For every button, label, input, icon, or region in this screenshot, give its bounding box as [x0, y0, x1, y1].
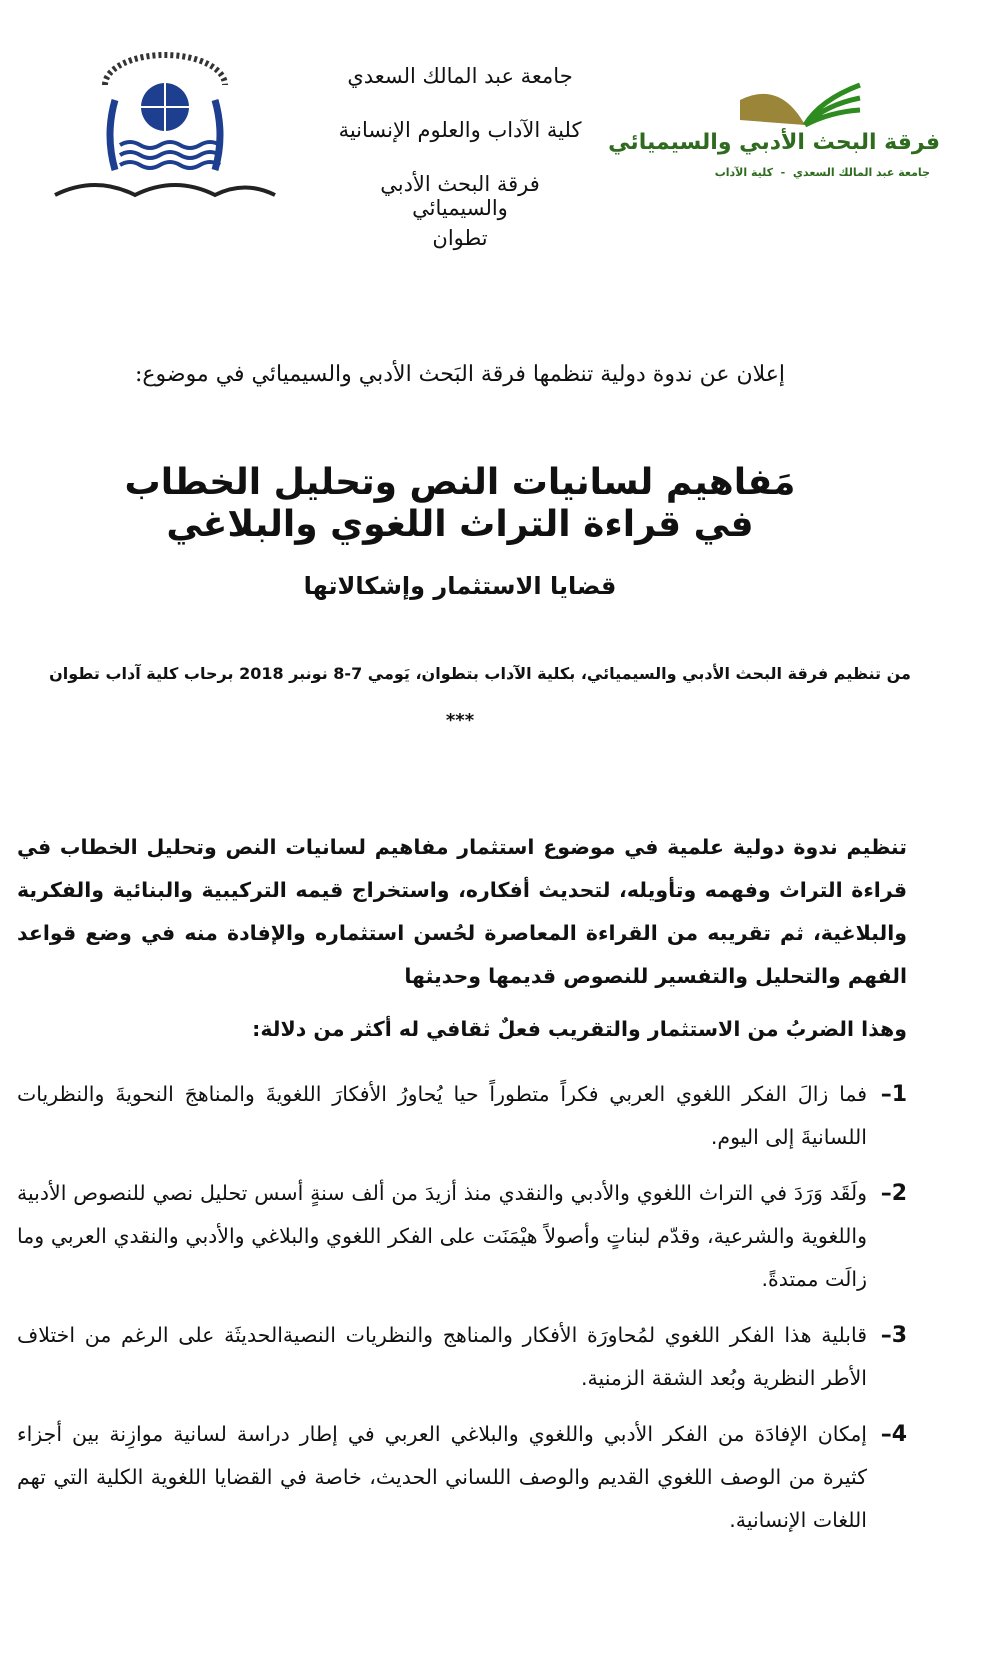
item-text: إمكان الإفادَة من الفكر الأدبي واللغوي والبلاغي العربي في إطار دراسة لسانية موازِنة بين أجزاء كثيرة من الوصف اللغوي القديم والوصف اللساني الحديث، خاصة في القضايا اللغوية الكلية التي تهم اللغات الإنسانية.	[17, 1422, 867, 1532]
item-text: فما زالَ الفكر اللغوي العربي فكراً متطوراً حيا يُحاورُ الأفكارَ اللغويةَ والمناهجَ النحويةَ والنظريات اللسانيةَ إلى اليوم.	[17, 1082, 867, 1149]
header-university: جامعة عبد المالك السعدي	[347, 64, 573, 88]
item-number: 2–	[880, 1181, 907, 1206]
points-list	[17, 1073, 907, 1555]
announcement: إعلان عن ندوة دولية تنظمها فرقة البَحث الأدبي والسيميائي في موضوع:	[134, 362, 786, 387]
item-number: 4–	[880, 1422, 907, 1447]
subtitle: قضايا الاستثمار وإشكالاتها	[303, 572, 617, 600]
logo-subtitle: جامعة عبد المالك السعدي - كلية الآداب	[714, 166, 930, 179]
list-item	[17, 1314, 907, 1400]
research-team-logo	[608, 80, 940, 190]
item-number: 3–	[880, 1323, 907, 1348]
header-city: تطوان	[432, 226, 488, 250]
intro-paragraph	[17, 826, 907, 1051]
header-team: فرقة البحث الأدبي والسيميائي	[380, 172, 540, 220]
intro-text: تنظيم ندوة دولية علمية في موضوع استثمار مفاهيم لسانيات النص وتحليل الخطاب في قراءة التراث وفهمه وتأويله، لتحديث أفكاره، واستخراج قيمه التركيبية والبنائية والفكرية والبلاغية، ثم تقريبه من القراءة المعاصرة لحُسن استثماره والإفادة منه في وضع قواعد الفهم والتحليل والتفسير للنصوص قديمها وحديثها	[17, 835, 907, 988]
separator: ***	[445, 710, 475, 731]
organizer-line: من تنظيم فرقة البحث الأدبي والسيميائي، بكلية الآداب بتطوان، يَومي 7-8 نونبر 2018 برحاب كلية آداب تطوان	[49, 664, 911, 683]
header-faculty: كلية الآداب والعلوم الإنسانية	[338, 118, 582, 142]
item-number: 1–	[880, 1082, 907, 1107]
list-item	[17, 1172, 907, 1301]
intro-lead: وهذا الضربُ من الاستثمار والتقريب فعلٌ ثقافي له أكثر من دلالة:	[252, 1017, 907, 1041]
title-line-2: في قراءة التراث اللغوي والبلاغي	[166, 504, 754, 545]
logo-title: فرقة البحث الأدبي والسيميائي	[608, 130, 940, 155]
list-item	[17, 1413, 907, 1542]
item-text: قابلية هذا الفكر اللغوي لمُحاورَة الأفكار والمناهج والنظريات النصيةالحديثَة على الرغم من اختلاف الأطر النظرية وبُعد الشقة الزمنية.	[17, 1323, 867, 1390]
item-text: ولَقَد وَرَدَ في التراث اللغوي والأدبي والنقدي منذ أزيدَ من ألف سنةٍ أسس تحليل نصي للنصوص الأدبية واللغوية والشرعية، وقدّم لبناتٍ وأصولاً هيْمَنَت على الفكر اللغوي والبلاغي والأدبي والنقدي العربي وما زالَت ممتدةً.	[17, 1181, 867, 1291]
list-item	[17, 1073, 907, 1159]
faculty-logo	[45, 45, 285, 215]
title-line-1: مَفاهيم لسانيات النص وتحليل الخطاب	[124, 462, 796, 503]
book-icon	[730, 80, 870, 130]
